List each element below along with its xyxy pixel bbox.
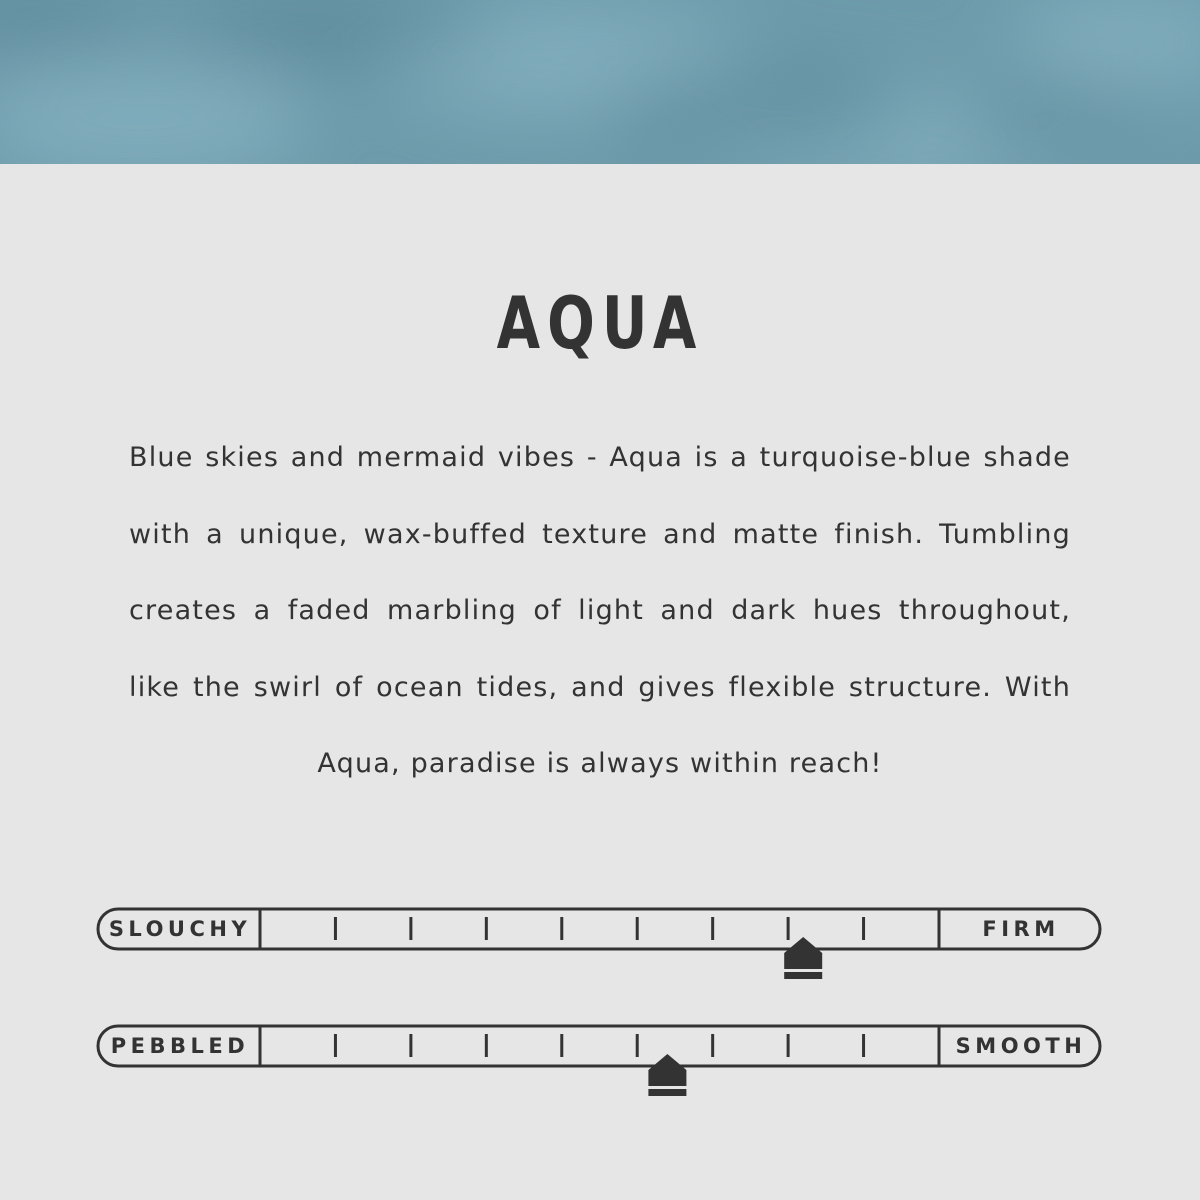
leather-texture-banner xyxy=(0,0,1200,164)
scale-left-label: PEBBLED xyxy=(110,1034,250,1058)
house-pointer-icon xyxy=(784,937,822,979)
firmness-scale xyxy=(97,906,1103,990)
scale-right-label: FIRM xyxy=(982,917,1060,941)
pointer-base xyxy=(784,972,822,979)
leather-texture-image xyxy=(0,0,1200,164)
scale-left-label: SLOUCHY xyxy=(108,917,252,941)
pointer-head xyxy=(648,1054,686,1086)
pointer-head xyxy=(784,937,822,969)
product-description: Blue skies and mermaid vibes - Aqua is a turquoise-blue shade with a unique, wax-buffed texture and matte finish. Tumbling creates a faded marbling of light and dark hues throughout, like the swirl of ocean tides, and gives flexible structure. With Aqua, paradise is always within reach! xyxy=(129,442,1071,779)
texture-scale xyxy=(97,1023,1103,1107)
house-pointer-icon xyxy=(648,1054,686,1096)
pointer-base xyxy=(648,1089,686,1096)
page-title: AQUA xyxy=(496,281,704,365)
scale-right-label: SMOOTH xyxy=(955,1034,1087,1058)
